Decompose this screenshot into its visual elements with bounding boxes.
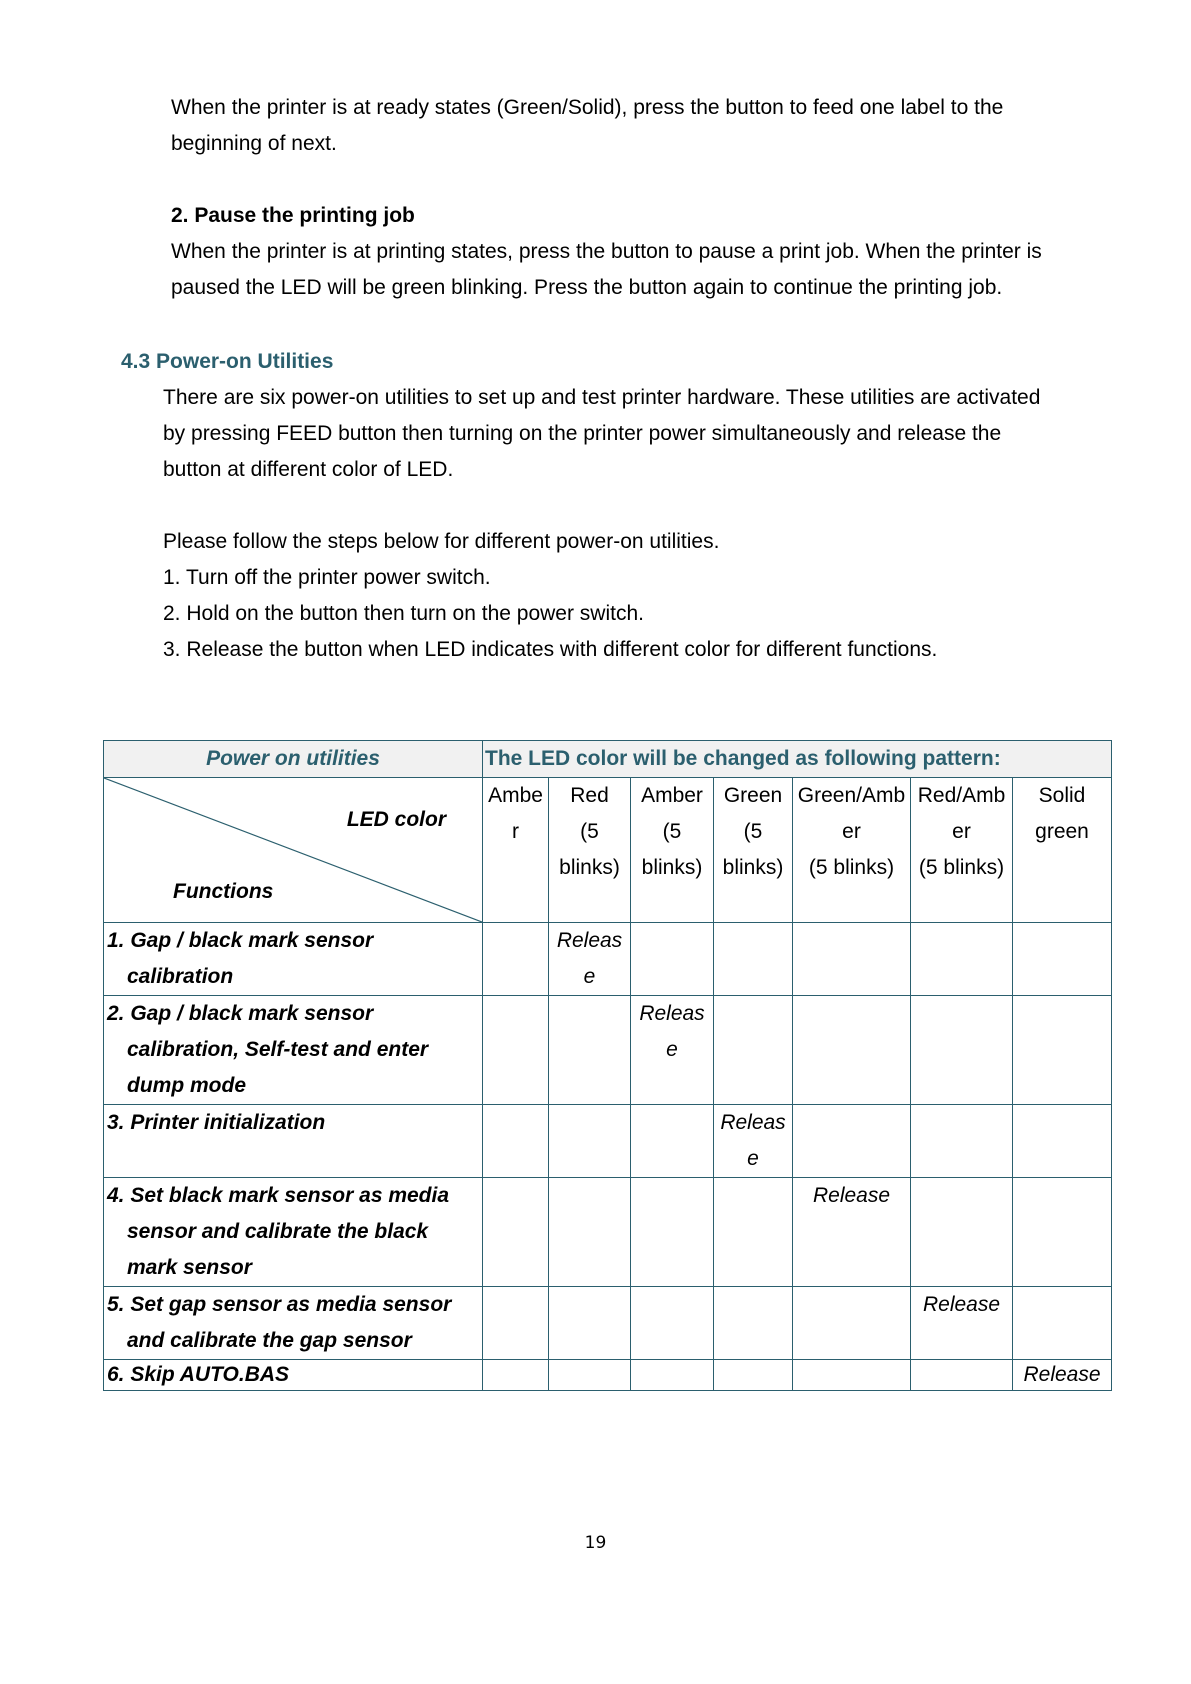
led-cell <box>631 1360 714 1391</box>
led-column-header-line: (5 blinks) <box>918 856 1005 879</box>
function-name-line: 2. Gap / black mark sensor <box>107 1002 374 1025</box>
release-text: Release <box>922 1293 1001 1316</box>
pause-line-1: When the printer is at printing states, press the button to pause a print job. When the printer is <box>171 240 1042 263</box>
led-cell <box>1013 1178 1112 1287</box>
led-column-header-line: er <box>952 820 971 843</box>
led-color-label: LED color <box>346 808 446 831</box>
led-color-header-row <box>104 778 1112 923</box>
function-name-line: calibration, Self-test and enter <box>127 1038 429 1061</box>
table-row <box>104 1105 1112 1178</box>
led-cell <box>483 996 549 1105</box>
led-cell <box>911 1105 1013 1178</box>
function-name-line: 4. Set black mark sensor as media <box>107 1184 450 1207</box>
led-cell <box>1013 1287 1112 1360</box>
release-text: e <box>583 965 596 988</box>
header-led-pattern: The LED color will be changed as following pattern: <box>483 741 1112 778</box>
led-cell <box>911 1360 1013 1391</box>
led-cell <box>1013 923 1112 996</box>
intro-line-1: When the printer is at ready states (Green/Solid), press the button to feed one label to the <box>171 96 1004 119</box>
section-para-line-3: button at different color of LED. <box>163 458 454 481</box>
led-column-header-line: (5 <box>580 820 599 843</box>
led-cell <box>793 996 911 1105</box>
release-text: Release <box>1023 1363 1101 1386</box>
led-cell <box>1013 996 1112 1105</box>
function-name-line: 1. Gap / black mark sensor <box>107 929 374 952</box>
table-header-row <box>104 741 1112 778</box>
led-column-header <box>631 778 714 923</box>
steps-intro: Please follow the steps below for different power-on utilities. <box>163 530 720 553</box>
release-cell <box>549 923 631 996</box>
release-text: Release <box>812 1184 891 1207</box>
function-name-line: calibration <box>127 965 234 988</box>
led-cell <box>549 996 631 1105</box>
functions-label: Functions <box>173 880 274 903</box>
function-name-line: 5. Set gap sensor as media sensor <box>107 1293 452 1316</box>
led-column-header <box>483 778 549 923</box>
led-column-header-line: (5 blinks) <box>808 856 895 879</box>
function-name-line: dump mode <box>127 1074 246 1097</box>
led-column-header <box>714 778 793 923</box>
led-column-header-line: green <box>1035 820 1089 843</box>
led-column-header-line: (5 <box>743 820 763 843</box>
led-column-header-line: er <box>842 820 861 843</box>
led-cell <box>483 1105 549 1178</box>
diagonal-header-cell <box>104 778 483 923</box>
release-text: Releas <box>639 1002 705 1025</box>
function-name-cell <box>104 1105 483 1178</box>
section-heading: 4.3 Power-on Utilities <box>121 350 334 373</box>
function-name-cell <box>104 1287 483 1360</box>
led-column-header-line: blinks) <box>641 856 703 879</box>
led-column-header-line: Green/Amb <box>797 784 906 807</box>
led-cell <box>483 1360 549 1391</box>
led-column-header-line: blinks) <box>722 856 784 879</box>
release-cell <box>793 1178 911 1287</box>
led-column-header-line: Red <box>570 784 609 807</box>
step-3: 3. Release the button when LED indicates with different color for different functions. <box>163 638 938 661</box>
table-row <box>104 1178 1112 1287</box>
led-column-header-line: Green <box>723 784 783 807</box>
release-text: Releas <box>556 929 623 952</box>
led-column-header <box>793 778 911 923</box>
function-name-cell <box>104 1360 483 1391</box>
diagonal-divider <box>104 778 482 922</box>
release-text: e <box>747 1147 759 1170</box>
table-row <box>104 996 1112 1105</box>
led-column-header-line: r <box>512 820 519 843</box>
table-row <box>104 1287 1112 1360</box>
led-cell <box>793 1105 911 1178</box>
led-column-header <box>911 778 1013 923</box>
section-para-line-2: by pressing FEED button then turning on the printer power simultaneously and release the <box>163 422 1002 445</box>
function-name-line: sensor and calibrate the black <box>127 1220 429 1243</box>
led-cell <box>793 923 911 996</box>
led-cell <box>714 996 793 1105</box>
led-column-header-line: Amber <box>641 784 703 807</box>
led-cell <box>911 923 1013 996</box>
led-cell <box>483 923 549 996</box>
led-cell <box>714 1360 793 1391</box>
led-cell <box>483 1287 549 1360</box>
function-name-line: and calibrate the gap sensor <box>127 1329 412 1352</box>
led-cell <box>631 1287 714 1360</box>
led-column-header-line: Solid <box>1038 784 1086 807</box>
led-cell <box>714 923 793 996</box>
led-cell <box>631 923 714 996</box>
release-cell <box>631 996 714 1105</box>
led-column-header <box>549 778 631 923</box>
led-cell <box>793 1360 911 1391</box>
led-column-header-line: (5 <box>662 820 682 843</box>
step-1: 1. Turn off the printer power switch. <box>163 566 491 589</box>
function-name-line: 6. Skip AUTO.BAS <box>107 1363 290 1386</box>
function-name-cell <box>104 1178 483 1287</box>
led-cell <box>631 1105 714 1178</box>
function-name-cell <box>104 996 483 1105</box>
release-cell <box>911 1287 1013 1360</box>
section-para-line-1: There are six power-on utilities to set up and test printer hardware. These utilities are activated <box>163 386 1041 409</box>
function-name-cell <box>104 923 483 996</box>
led-column-header-line: Ambe <box>488 784 543 807</box>
power-on-utilities-table <box>103 740 1112 1391</box>
led-cell <box>549 1360 631 1391</box>
header-power-on-utilities: Power on utilities <box>104 741 483 778</box>
release-text: e <box>666 1038 678 1061</box>
function-name-line: 3. Printer initialization <box>107 1111 326 1134</box>
led-column-header-line: Red/Amb <box>917 784 1006 807</box>
page-number: 19 <box>584 1533 607 1553</box>
release-cell <box>714 1105 793 1178</box>
led-column-header <box>1013 778 1112 923</box>
led-cell <box>793 1287 911 1360</box>
intro-line-2: beginning of next. <box>171 132 337 155</box>
led-cell <box>549 1105 631 1178</box>
led-cell <box>911 1178 1013 1287</box>
led-cell <box>549 1178 631 1287</box>
table-row <box>104 1360 1112 1391</box>
release-text: Releas <box>720 1111 786 1134</box>
table-row <box>104 923 1112 996</box>
led-cell <box>714 1178 793 1287</box>
release-cell <box>1013 1360 1112 1391</box>
led-cell <box>483 1178 549 1287</box>
led-cell <box>549 1287 631 1360</box>
led-cell <box>1013 1105 1112 1178</box>
led-cell <box>631 1178 714 1287</box>
pause-title: 2. Pause the printing job <box>171 204 415 227</box>
led-cell <box>714 1287 793 1360</box>
led-cell <box>911 996 1013 1105</box>
step-2: 2. Hold on the button then turn on the power switch. <box>163 602 644 625</box>
led-column-header-line: blinks) <box>559 856 620 879</box>
function-name-line: mark sensor <box>127 1256 252 1279</box>
pause-line-2: paused the LED will be green blinking. Press the button again to continue the printing job. <box>171 276 1003 299</box>
